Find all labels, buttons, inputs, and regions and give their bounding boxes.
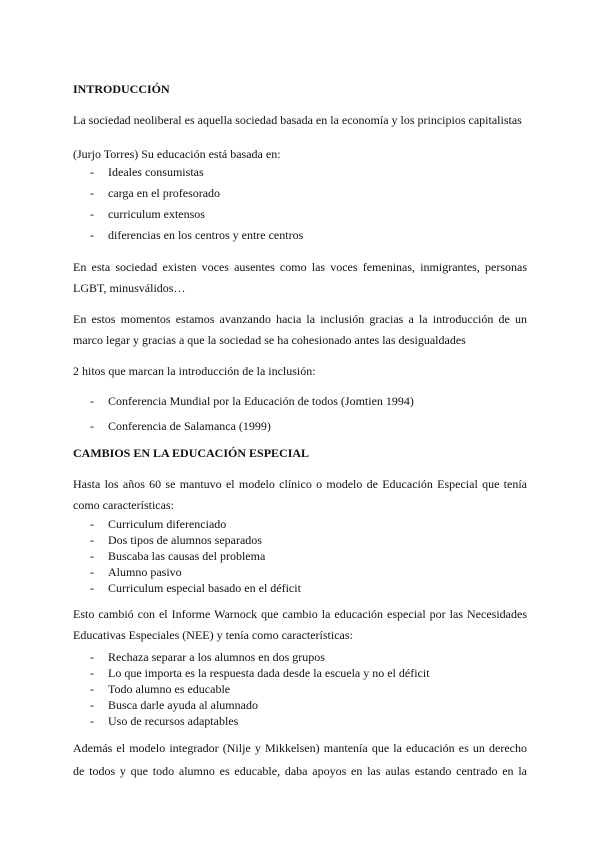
list-item: Buscaba las causas del problema [108, 549, 266, 563]
list-bullet: - [90, 682, 94, 696]
list-item: Curriculum especial basado en el déficit [108, 581, 301, 595]
list-item: curriculum extensos [108, 207, 205, 221]
list-bullet: - [90, 714, 94, 728]
list-item: Conferencia Mundial por la Educación de todos (Jomtien 1994) [108, 394, 414, 408]
list-item: Todo alumno es educable [108, 682, 231, 696]
paragraph-clinical-model-line1: Hasta los años 60 se mantuvo el modelo clínico o modelo de Educación Especial que tenía [73, 477, 527, 491]
paragraph-clinical-model-line2: como características: [73, 498, 174, 512]
list-item: Uso de recursos adaptables [108, 714, 239, 728]
paragraph-inclusion-line1: En estos momentos estamos avanzando hacia la inclusión gracias a la introducción de un [73, 312, 527, 326]
paragraph-jurjo-torres: (Jurjo Torres) Su educación está basada en: [73, 147, 281, 161]
list-bullet: - [90, 698, 94, 712]
list-bullet: - [90, 186, 94, 200]
list-item: Conferencia de Salamanca (1999) [108, 419, 271, 433]
list-bullet: - [90, 228, 94, 242]
cambios-heading: CAMBIOS EN LA EDUCACIÓN ESPECIAL [73, 446, 310, 460]
list-bullet: - [90, 207, 94, 221]
list-item: Lo que importa es la respuesta dada desde la escuela y no el déficit [108, 666, 430, 680]
list-bullet: - [90, 549, 94, 563]
list-item: Alumno pasivo [108, 565, 182, 579]
list-bullet: - [90, 394, 94, 408]
paragraph-warnock-line1: Esto cambió con el Informe Warnock que cambio la educación especial por las Necesidades [73, 607, 527, 621]
list-item: carga en el profesorado [108, 186, 221, 200]
list-bullet: - [90, 565, 94, 579]
list-item: diferencias en los centros y entre centros [108, 228, 304, 242]
list-bullet: - [90, 165, 94, 179]
list-bullet: - [90, 533, 94, 547]
paragraph-neoliberal: La sociedad neoliberal es aquella sociedad basada en la economía y los principios capitalistas [73, 113, 522, 127]
list-item: Rechaza separar a los alumnos en dos grupos [108, 650, 325, 664]
paragraph-integrator-line1: Además el modelo integrador (Nilje y Mikkelsen) mantenía que la educación es un derecho [73, 741, 527, 755]
list-item: Dos tipos de alumnos separados [108, 533, 262, 547]
list-bullet: - [90, 581, 94, 595]
list-item: Busca darle ayuda al alumnado [108, 698, 258, 712]
list-bullet: - [90, 419, 94, 433]
paragraph-milestones: 2 hitos que marcan la introducción de la inclusión: [73, 364, 316, 378]
list-item: Ideales consumistas [108, 165, 204, 179]
paragraph-integrator-line2: de todos y que todo alumno es educable, daba apoyos en las aulas estando centrado en la [73, 764, 527, 778]
list-item: Curriculum diferenciado [108, 517, 227, 531]
paragraph-absent-voices-line2: LGBT, minusválidos… [73, 281, 186, 295]
intro-heading: INTRODUCCIÓN [73, 82, 170, 96]
paragraph-warnock-line2: Educativas Especiales (NEE) y tenía como características: [73, 628, 353, 642]
list-bullet: - [90, 650, 94, 664]
paragraph-absent-voices-line1: En esta sociedad existen voces ausentes como las voces femeninas, inmigrantes, personas [73, 260, 527, 274]
list-bullet: - [90, 517, 94, 531]
list-bullet: - [90, 666, 94, 680]
paragraph-inclusion-line2: marco legar y gracias a que la sociedad se ha cohesionado antes las desigualdades [73, 333, 466, 347]
